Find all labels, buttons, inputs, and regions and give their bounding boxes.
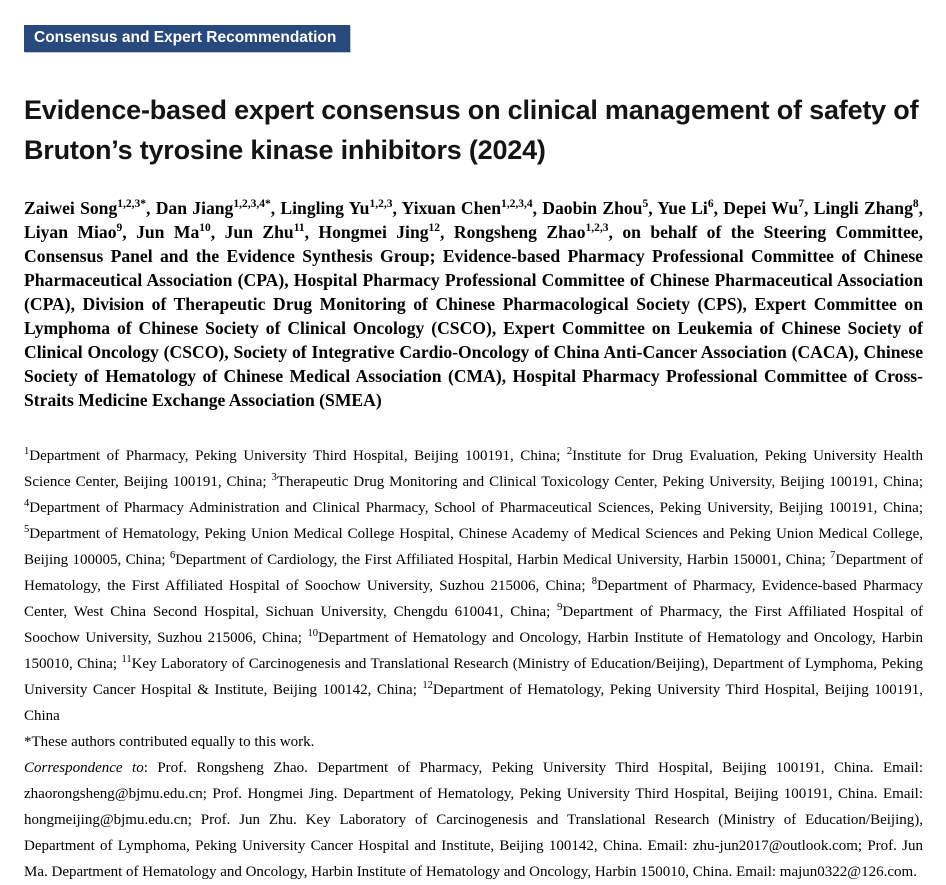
- affiliation-number: 9: [557, 601, 563, 613]
- article-type-banner: [24, 25, 350, 52]
- author-affiliation-superscript: 1,2,3,4*: [233, 197, 271, 210]
- author-affiliation-superscript: 7: [798, 197, 805, 210]
- affiliation-number: 11: [121, 653, 132, 665]
- author-name: Yue Li: [657, 197, 708, 218]
- author-affiliation-superscript: 1,2,3: [585, 221, 609, 234]
- author-affiliation-superscript: 8: [912, 197, 919, 210]
- author-name: Jun Ma: [136, 221, 200, 242]
- author-name: Hongmei Jing: [318, 221, 429, 242]
- affiliation-number: 7: [830, 549, 836, 561]
- affiliation-number: 12: [422, 679, 433, 691]
- author-name: Lingling Yu: [280, 197, 370, 218]
- affiliation-number: 10: [307, 627, 319, 639]
- affiliation-number: 8: [591, 575, 597, 587]
- author-affiliation-superscript: 11: [293, 221, 305, 234]
- author-name: Daobin Zhou: [542, 197, 643, 218]
- author-affiliation-superscript: 5: [642, 197, 649, 210]
- correspondence-label: Correspondence to: [24, 759, 144, 776]
- author-affiliation-superscript: 1,2,3: [369, 197, 393, 210]
- author-affiliation-superscript: 9: [116, 221, 123, 234]
- author-name: Depei Wu: [723, 197, 799, 218]
- correspondence-text: : Prof. Rongsheng Zhao. Department of Pharmacy, Peking University Third Hospital, Beijing 100191, China. Email: zhaorongsheng@bjmu.edu.cn; Prof. Hongmei Jing. Department of Hematology, Peking University Third Hospital, Beijing 100191, China. Email: hongmeijing@bjmu.edu.cn; Prof. Jun Zhu. Key Laboratory of Carcinogenesis and Translational Research (Ministry of Education/Beijing), Department of Lymphoma, Peking University Cancer Hospital and Institute, Beijing 100142, China. Email: zhu-jun2017@outlook.com; Prof. Jun Ma. Department of Hematology and Oncology, Harbin Institute of Hematology and Oncology, Harbin 150010, China. Email: majun0322@126.com.: [24, 759, 923, 880]
- affiliation-number: 6: [169, 549, 176, 561]
- author-name: Liyan Miao: [24, 221, 117, 242]
- author-name: Lingli Zhang: [813, 197, 913, 218]
- author-name: Rongsheng Zhao: [453, 221, 586, 242]
- author-name: Dan Jiang: [155, 197, 234, 218]
- author-affiliation-superscript: 10: [199, 221, 211, 234]
- author-name: Zaiwei Song: [24, 197, 118, 218]
- correspondence: [24, 755, 923, 885]
- author-list: Zaiwei Song$^{1,2,3*}$, Dan Jiang$^{1,2,3,4*}$, Lingling Yu$^{1,2,3}$, Yixuan Chen$^{1,2,3,4}$, Daobin Zhou$^5$, Yue Li$^6$, Depei Wu$^7$, Lingli Zhang$^8$, Liyan Miao$^9$, Jun Ma$^{10}$, Jun Zhu$^{11}$, Hongmei Jing$^{12}$, Rongsheng Zhao$^{1,2,3}$, on behalf of the Steering Committee, Consensus Panel and the Evidence Synthesis Group; Evidence-based Pharmacy Professional Committee of Chinese Pharmaceutical Association (CPA), Hospital Pharmacy Professional Committee of Chinese Pharmaceutical Association (CPA), Division of Therapeutic Drug Monitoring of Chinese Pharmacological Society (CPS), Expert Committee on Lymphoma of Chinese Society of Clinical Oncology (CSCO), Expert Committee on Leukemia of Chinese Society of Clinical Oncology (CSCO), Society of Integrative Cardio-Oncology of China Anti-Cancer Association (CACA), Chinese Society of Hematology of Chinese Medical Association (CMA), Hospital Pharmacy Professional Committee of Cross-Straits Medicine Exchange Association (SMEA): [24, 197, 924, 410]
- affiliation-number: 4: [24, 497, 30, 509]
- affiliation-number: 2: [566, 445, 573, 457]
- affiliation-number: 3: [271, 471, 277, 483]
- article-type-label: Consensus and Expert Recommendation: [34, 29, 337, 46]
- author-affiliation-superscript: 6: [707, 197, 714, 210]
- equal-contribution-note: *These authors contributed equally to this work.: [24, 733, 315, 750]
- author-affiliation-superscript: 1,2,3,4: [500, 197, 533, 210]
- affiliation-number: 5: [24, 523, 30, 535]
- author-name: Jun Zhu: [224, 221, 294, 242]
- article-title: Evidence-based expert consensus on clinical management of safety of Bruton’s tyrosine kinase inhibitors (2024): [24, 94, 919, 165]
- affiliations: $^1$Department of Pharmacy, Peking University Third Hospital, Beijing 100191, China; $^2$Institute for Drug Evaluation, Peking University Health Science Center, Beijing 100191, China; $^3$Therapeutic Drug Monitoring and Clinical Toxicology Center, Peking University, Beijing 100191, China; $^4$Department of Pharmacy Administration and Clinical Pharmacy, School of Pharmaceutical Sciences, Peking University, Beijing 100191, China; $^5$Department of Hematology, Peking Union Medical College Hospital, Chinese Academy of Medical Sciences and Peking Union Medical College, Beijing 100005, China; $^6$Department of Cardiology, the First Affiliated Hospital, Harbin Medical University, Harbin 150001, China; $^7$Department of Hematology, the First Affiliated Hospital of Soochow University, Suzhou 215006, China; $^8$Department of Pharmacy, Evidence-based Pharmacy Center, West China Second Hospital, Sichuan University, Chengdu 610041, China; $^9$Department of Pharmacy, the First Affiliated Hospital of Soochow University, Suzhou 215006, China; $^{10}$Department of Hematology and Oncology, Harbin Institute of Hematology and Oncology, Harbin 150010, China; $^{11}$Key Laboratory of Carcinogenesis and Translational Research (Ministry of Education/Beijing), Department of Lymphoma, Peking University Cancer Hospital & Institute, Beijing 100142, China; $^{12}$Department of Hematology, Peking University Third Hospital, Beijing 100191, China: [24, 445, 924, 724]
- author-affiliation-superscript: 1,2,3*: [117, 197, 147, 210]
- author-name: Yixuan Chen: [401, 197, 501, 218]
- author-affiliation-superscript: 12: [428, 221, 441, 234]
- affiliation-number: 1: [24, 445, 30, 457]
